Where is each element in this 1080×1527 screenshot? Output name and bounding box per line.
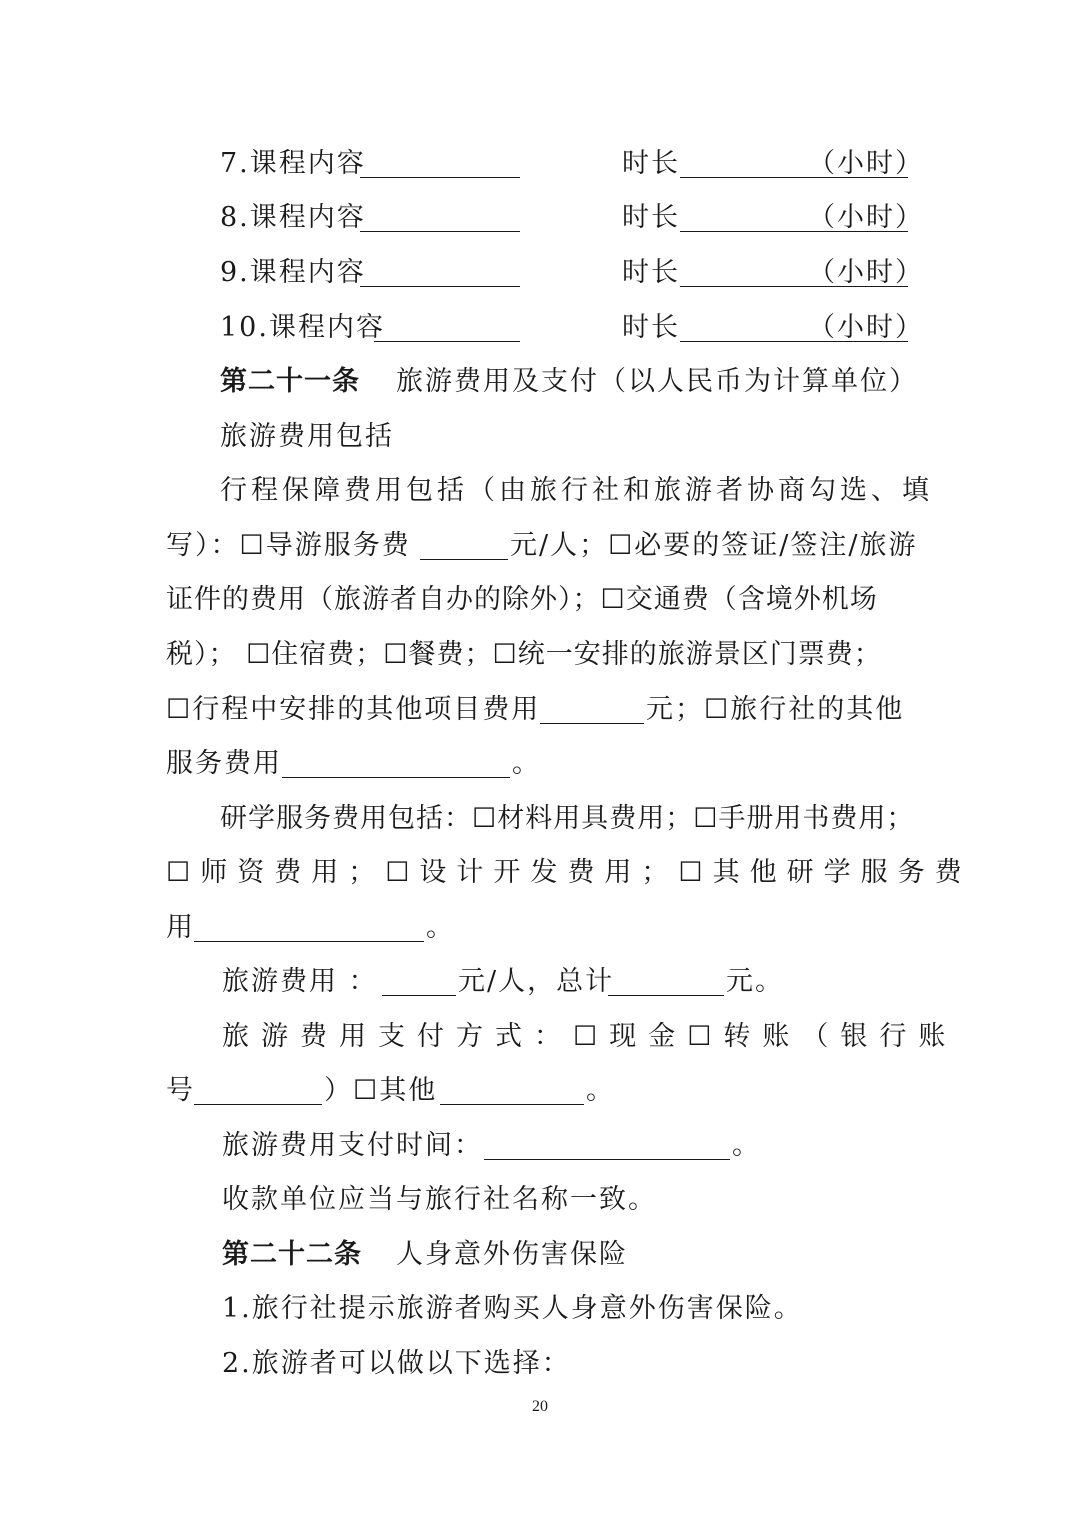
- course-blank[interactable]: [360, 286, 520, 287]
- insurance-item: 1.旅行社提示旅游者购买人身意外伤害保险。: [222, 1293, 803, 1324]
- course-blank[interactable]: [360, 231, 520, 232]
- course-label: 10.课程内容: [220, 312, 385, 343]
- fee-per-person-blank[interactable]: [382, 995, 456, 996]
- guarantee-text: 行程保障费用包括（由旅行社和旅游者协商勾选、填: [220, 475, 933, 506]
- bank-account-blank[interactable]: [194, 1104, 322, 1105]
- duration-unit: （小时）: [808, 257, 924, 288]
- duration-label: 时长: [622, 257, 680, 288]
- fee-total-blank[interactable]: [608, 995, 724, 996]
- research-fee-text: 用: [166, 912, 195, 943]
- course-blank[interactable]: [374, 341, 520, 342]
- payment-time-blank[interactable]: [484, 1159, 730, 1160]
- payee-text: 收款单位应当与旅行社名称一致。: [222, 1184, 657, 1215]
- payment-time-text: 旅游费用支付时间：: [222, 1130, 483, 1161]
- duration-unit: （小时）: [808, 202, 924, 233]
- payment-method-text: ）☐其他: [324, 1075, 438, 1106]
- fee-text: 元/人，总计: [458, 966, 615, 997]
- punctuation: 。: [586, 1075, 615, 1106]
- fee-text: 旅游费用 ：: [222, 966, 378, 997]
- guarantee-text: 证件的费用（旅游者自办的除外）；☐交通费（含境外机场: [166, 584, 878, 615]
- article-number: 第二十一条: [220, 366, 360, 397]
- course-label: 7.课程内容: [220, 148, 366, 179]
- course-label: 9.课程内容: [220, 257, 366, 288]
- guarantee-text: ☐行程中安排的其他项目费用: [166, 694, 541, 725]
- guarantee-text: 税）； ☐住宿费；☐餐费；☐统一安排的旅游景区门票费；: [166, 639, 882, 670]
- article-title: 人身意外伤害保险: [396, 1239, 628, 1270]
- page-number: 20: [532, 1398, 548, 1415]
- fee-text: 元。: [726, 966, 784, 997]
- research-fee-text: ☐师资费用；☐设计开发费用；☐其他研学服务费: [166, 857, 972, 888]
- fees-include-text: 旅游费用包括: [220, 421, 394, 452]
- punctuation: 。: [732, 1130, 761, 1161]
- duration-unit: （小时）: [808, 312, 924, 343]
- payment-method-text: 号: [166, 1075, 195, 1106]
- other-items-fee-blank[interactable]: [540, 723, 644, 724]
- duration-label: 时长: [622, 148, 680, 179]
- other-service-fee-blank[interactable]: [282, 777, 510, 778]
- article-number: 第二十二条: [222, 1239, 362, 1270]
- payment-method-text: 旅游费用支付方式：☐现金☐转账（银行账: [222, 1021, 958, 1052]
- punctuation: 。: [426, 912, 455, 943]
- duration-unit: （小时）: [808, 148, 924, 179]
- punctuation: 。: [512, 748, 541, 779]
- course-label: 8.课程内容: [220, 202, 366, 233]
- guide-fee-blank[interactable]: [420, 559, 508, 560]
- other-method-blank[interactable]: [440, 1104, 584, 1105]
- insurance-item: 2.旅游者可以做以下选择：: [222, 1348, 571, 1379]
- other-research-fee-blank[interactable]: [194, 941, 424, 942]
- guarantee-text: 元/人；☐必要的签证/签注/旅游: [510, 530, 918, 561]
- article-title: 旅游费用及支付（以人民币为计算单位）: [396, 366, 918, 397]
- guarantee-text: 服务费用: [166, 748, 282, 779]
- course-blank[interactable]: [360, 177, 520, 178]
- guarantee-text: 元；☐旅行社的其他: [646, 694, 905, 725]
- guarantee-text: 写）：☐导游服务费: [166, 530, 411, 561]
- research-fee-text: 研学服务费用包括：☐材料用具费用；☐手册用书费用；: [220, 803, 915, 834]
- duration-label: 时长: [622, 202, 680, 233]
- duration-label: 时长: [622, 312, 680, 343]
